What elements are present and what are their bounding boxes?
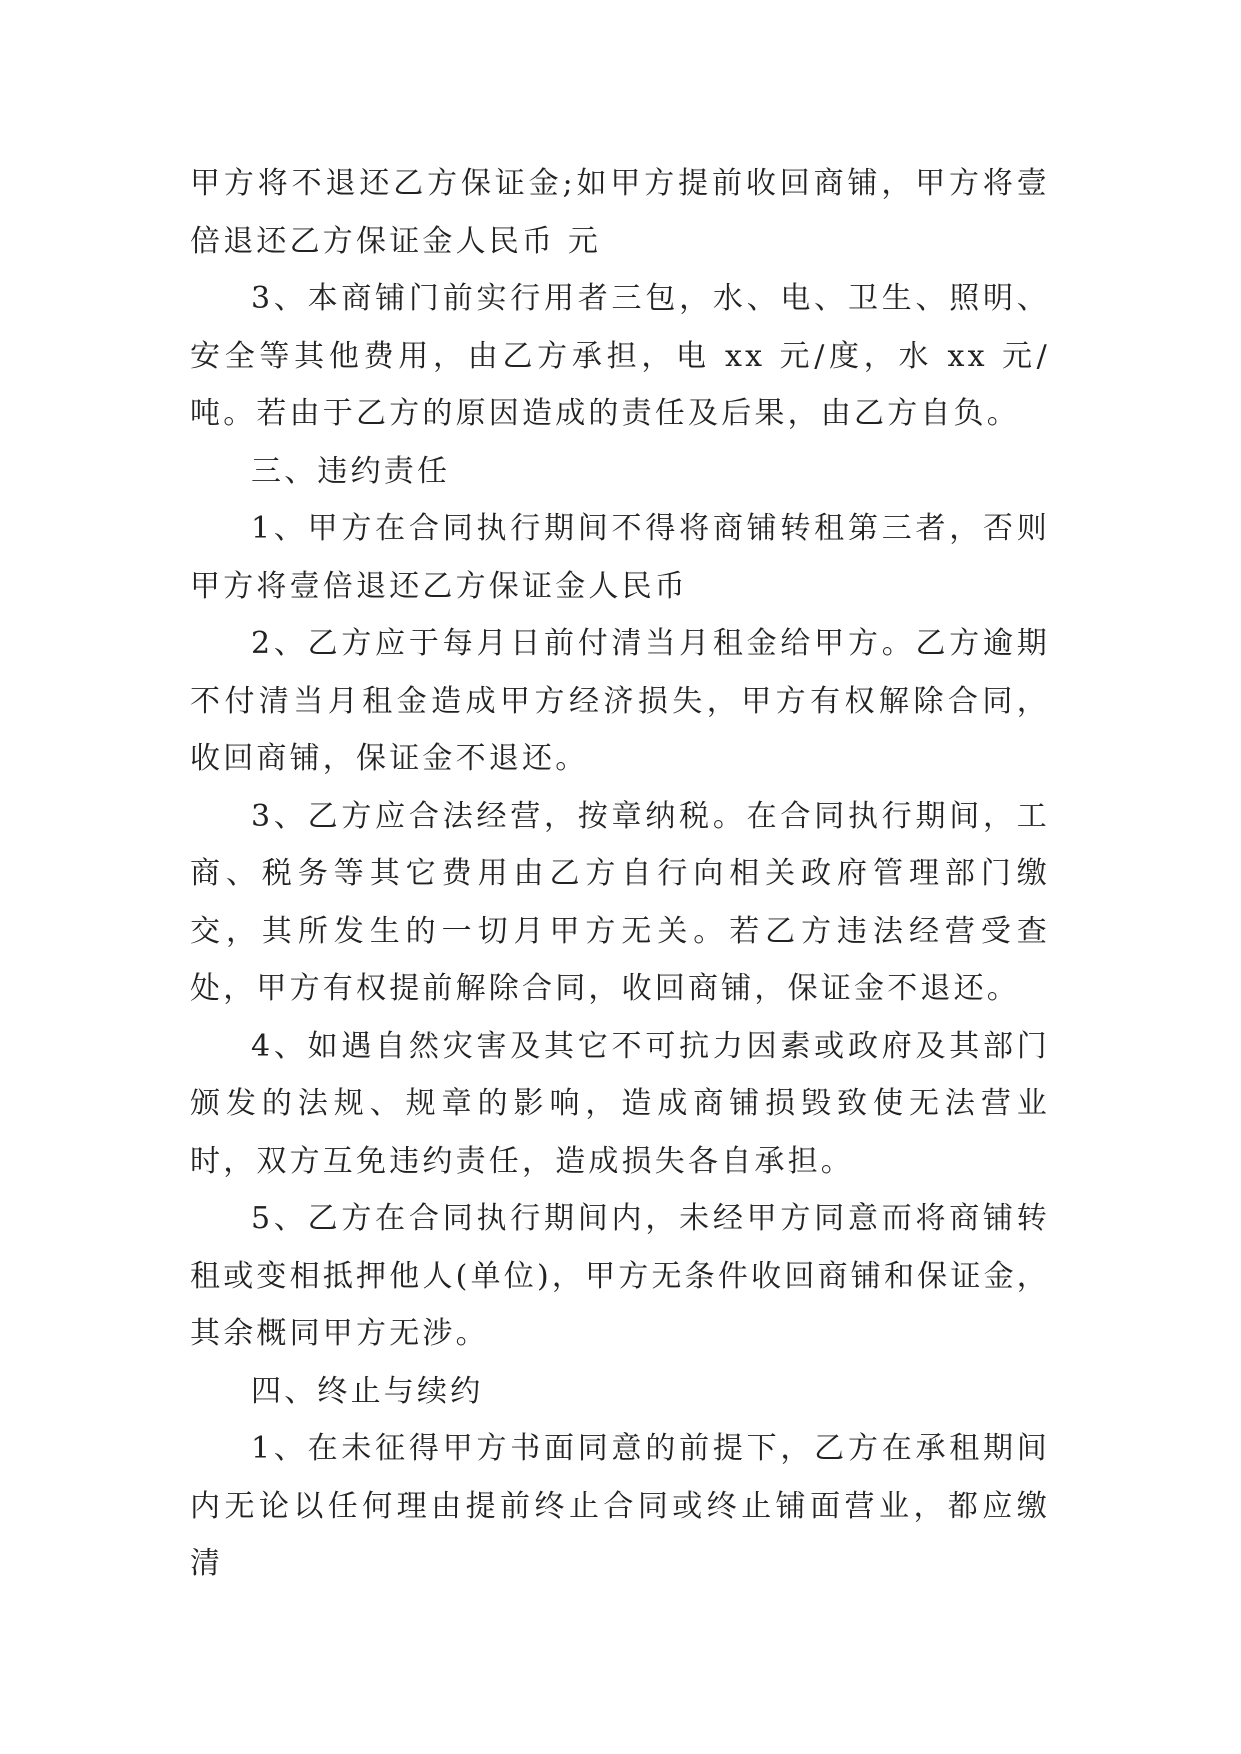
paragraph-legal-operation-clause: 3、乙方应合法经营，按章纳税。在合同执行期间，工商、税务等其它费用由乙方自行向相关政府管理部门缴交，其所发生的一切月甲方无关。若乙方违法经营受查处，甲方有权提前解除合同，收回商铺，保证金不退还。 <box>190 798 1050 1006</box>
paragraph-unauthorized-sublease-clause: 5、乙方在合同执行期间内，未经甲方同意而将商铺转租或变相抵押他人(单位)，甲方无条件收回商铺和保证金，其余概同甲方无涉。 <box>190 1201 1050 1351</box>
document-body <box>190 155 1050 1593</box>
paragraph-force-majeure-clause: 4、如遇自然灾害及其它不可抗力因素或政府及其部门颁发的法规、规章的影响，造成商铺损毁致使无法营业时，双方互免违约责任，造成损失各自承担。 <box>190 1028 1050 1179</box>
section-heading-breach-liability: 三、违约责任 <box>251 453 451 489</box>
paragraph-deposit-refund: 甲方将不退还乙方保证金;如甲方提前收回商铺，甲方将壹倍退还乙方保证金人民币 元 <box>190 166 1050 259</box>
section-heading-termination-renewal: 四、终止与续约 <box>251 1373 484 1409</box>
paragraph-sublease-clause: 1、甲方在合同执行期间不得将商铺转租第三者，否则甲方将壹倍退还乙方保证金人民币 <box>190 511 1050 604</box>
paragraph-rent-payment-clause: 2、乙方应于每月日前付清当月租金给甲方。乙方逾期不付清当月租金造成甲方经济损失，甲方有权解除合同，收回商铺，保证金不退还。 <box>190 626 1050 776</box>
paragraph-early-termination-clause: 1、在未征得甲方书面同意的前提下，乙方在承租期间内无论以任何理由提前终止合同或终止铺面营业，都应缴清 <box>190 1431 1050 1581</box>
paragraph-utilities-clause: 3、本商铺门前实行用者三包，水、电、卫生、照明、安全等其他费用，由乙方承担，电 xx 元/度，水 xx 元/吨。若由于乙方的原因造成的责任及后果，由乙方自负。 <box>190 281 1050 431</box>
